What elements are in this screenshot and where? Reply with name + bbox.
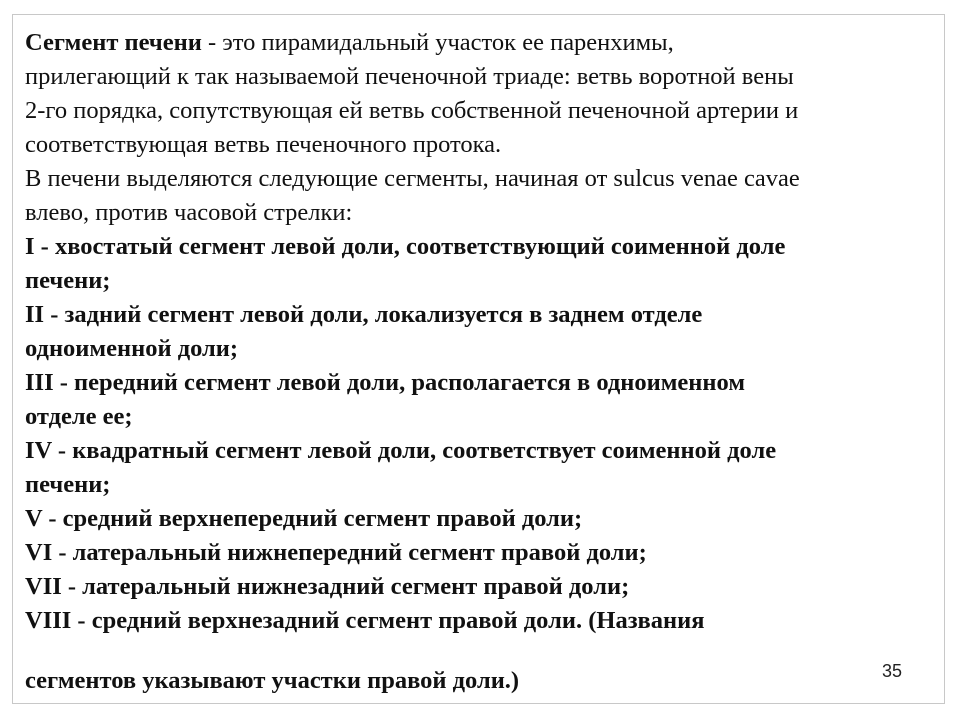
segment-3-line-2: отделе ее; [25, 403, 133, 430]
segment-4-line-1: IV - квадратный сегмент левой доли, соответствует соименной доле [25, 437, 777, 464]
segment-4-line-2: печени; [25, 471, 111, 498]
segment-list [25, 230, 935, 638]
page-number: 35 [882, 661, 903, 681]
definition-term: Сегмент печени [25, 29, 202, 56]
order-paragraph [25, 162, 935, 230]
segment-2-line-1: II - задний сегмент левой доли, локализуется в заднем отделе [25, 301, 703, 328]
segment-6: VI - латеральный нижнепередний сегмент правой доли; [25, 539, 647, 566]
slide-text [25, 26, 935, 638]
definition-line-3: 2-го порядка, сопутствующая ей ветвь собственной печеночной артерии и [25, 97, 799, 124]
definition-line-2: прилегающий к так называемой печеночной триаде: ветвь воротной вены [25, 63, 794, 90]
order-line-2: влево, против часовой стрелки: [25, 199, 353, 226]
segment-7: VII - латеральный нижнезадний сегмент правой доли; [25, 573, 630, 600]
order-line-1: В печени выделяются следующие сегменты, начиная от sulcus venae cavae [25, 165, 800, 192]
definition-line-1 [25, 26, 935, 60]
segment-5: V - средний верхнепередний сегмент правой доли; [25, 505, 583, 532]
definition-line-1-rest: - это пирамидальный участок ее паренхимы, [201, 29, 674, 56]
segment-2-line-2: одноименной доли; [25, 335, 239, 362]
definition-line-4: соответствующая ветвь печеночного протока. [25, 131, 502, 158]
segment-1-line-1: I - хвостатый сегмент левой доли, соответствующий соименной доле [25, 233, 786, 260]
segment-8: VIII - средний верхнезадний сегмент правой доли. (Названия [25, 607, 705, 634]
definition-paragraph [25, 26, 935, 162]
segment-3-line-1: III - передний сегмент левой доли, располагается в одноименном [25, 369, 746, 396]
segment-1-line-2: печени; [25, 267, 111, 294]
segment-note: сегментов указывают участки правой доли.) [25, 667, 520, 694]
